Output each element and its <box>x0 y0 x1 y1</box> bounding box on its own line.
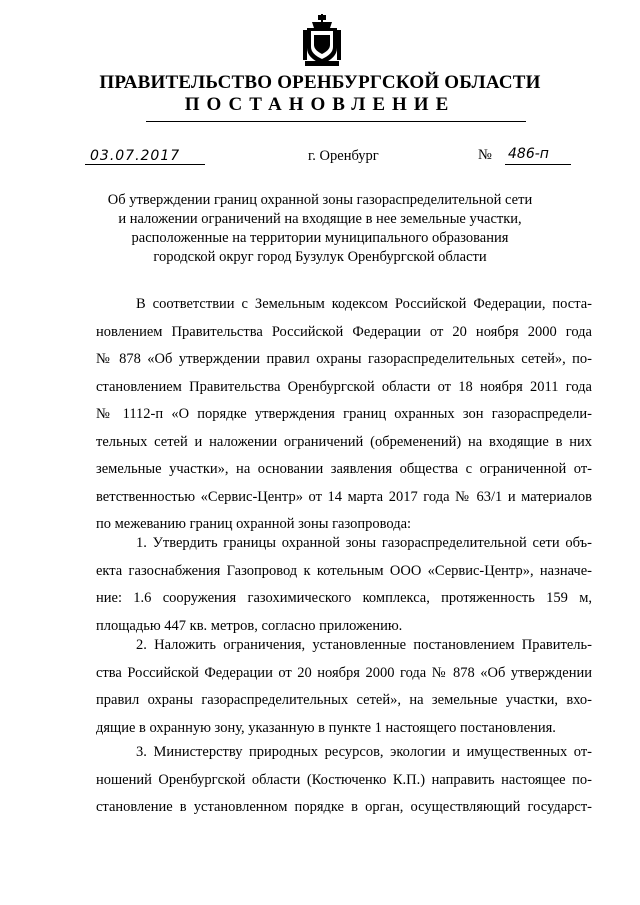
date-underline <box>85 164 205 165</box>
number-label: № <box>478 147 492 163</box>
text-line: № 878 «Об утверждении правил охраны газораспределительных сетей», по- <box>96 351 592 367</box>
text-line: ветственностью «Сервис-Центр» от 14 марта 2017 года № 63/1 и материалов <box>96 488 592 505</box>
government-title: ПРАВИТЕЛЬСТВО ОРЕНБУРГСКОЙ ОБЛАСТИ <box>99 72 541 93</box>
text-line: № 1112-п «О порядке утверждения границ охранных зон газораспредели- <box>96 406 592 422</box>
text-line: ние: 1.6 сооружения газохимического комплекса, протяженность 159 м, <box>96 590 592 606</box>
text-line: новлением Правительства Российской Федерации от 20 ноября 2000 года <box>96 323 592 340</box>
text-line: ства Российской Федерации от 20 ноября 2000 года № 878 «Об утверждении <box>96 664 592 681</box>
text-line: 3. Министерству природных ресурсов, экологии и имущественных от- <box>136 744 592 760</box>
city: г. Оренбург <box>308 148 379 164</box>
text-line: 1. Утвердить границы охранной зоны газораспределительной сети объ- <box>136 535 592 551</box>
text-line: становление в установленном порядке в орган, осуществляющий государст- <box>96 799 592 815</box>
number-underline <box>505 164 571 165</box>
text-line: правил охраны газораспределительных сетей», на земельные участки, вхо- <box>96 692 592 708</box>
coat-of-arms-emblem <box>303 14 341 68</box>
item-2-paragraph <box>96 632 592 742</box>
header-divider <box>146 121 526 122</box>
item-1-paragraph <box>96 530 592 640</box>
text-line: тельных сетей и наложении ограничений (обременений) на входящие в них <box>96 433 592 450</box>
text-line: ношений Оренбургской области (Костюченко К.П.) направить настоящее по- <box>96 771 592 788</box>
subject-line: расположенные на территории муниципального образования <box>131 230 509 246</box>
text-line: екта газоснабжения Газопровод к котельным ООО «Сервис-Центр», назначе- <box>96 562 592 579</box>
subject-line: Об утверждении границ охранной зоны газораспределительной сети <box>107 192 533 208</box>
subject-line: городской округ город Бузулук Оренбургской области <box>153 249 487 265</box>
text-line: площадью 447 кв. метров, согласно приложению. <box>96 617 403 634</box>
text-line: земельные участки», на основании заявления общества с ограниченной от- <box>96 461 592 477</box>
document-subject <box>90 191 550 267</box>
subject-line: и наложении ограничений на входящие в нее земельные участки, <box>118 211 522 227</box>
item-3-paragraph <box>96 739 592 822</box>
preamble-paragraph <box>96 291 592 539</box>
document-date: 03.07.2017 <box>90 148 181 164</box>
text-line: по межеванию границ охранной зоны газопровода: <box>96 516 412 532</box>
text-line: 2. Наложить ограничения, установленные постановлением Правитель- <box>136 637 592 653</box>
text-line: дящие в охранную зону, указанную в пункте 1 настоящего постановления. <box>96 719 556 736</box>
document-number: 486-п <box>508 146 549 162</box>
text-line: становлением Правительства Оренбургской области от 18 ноября 2011 года <box>96 378 592 395</box>
document-type: ПОСТАНОВЛЕНИЕ <box>184 94 456 115</box>
text-line: В соответствии с Земельным кодексом Российской Федерации, поста- <box>136 296 592 312</box>
